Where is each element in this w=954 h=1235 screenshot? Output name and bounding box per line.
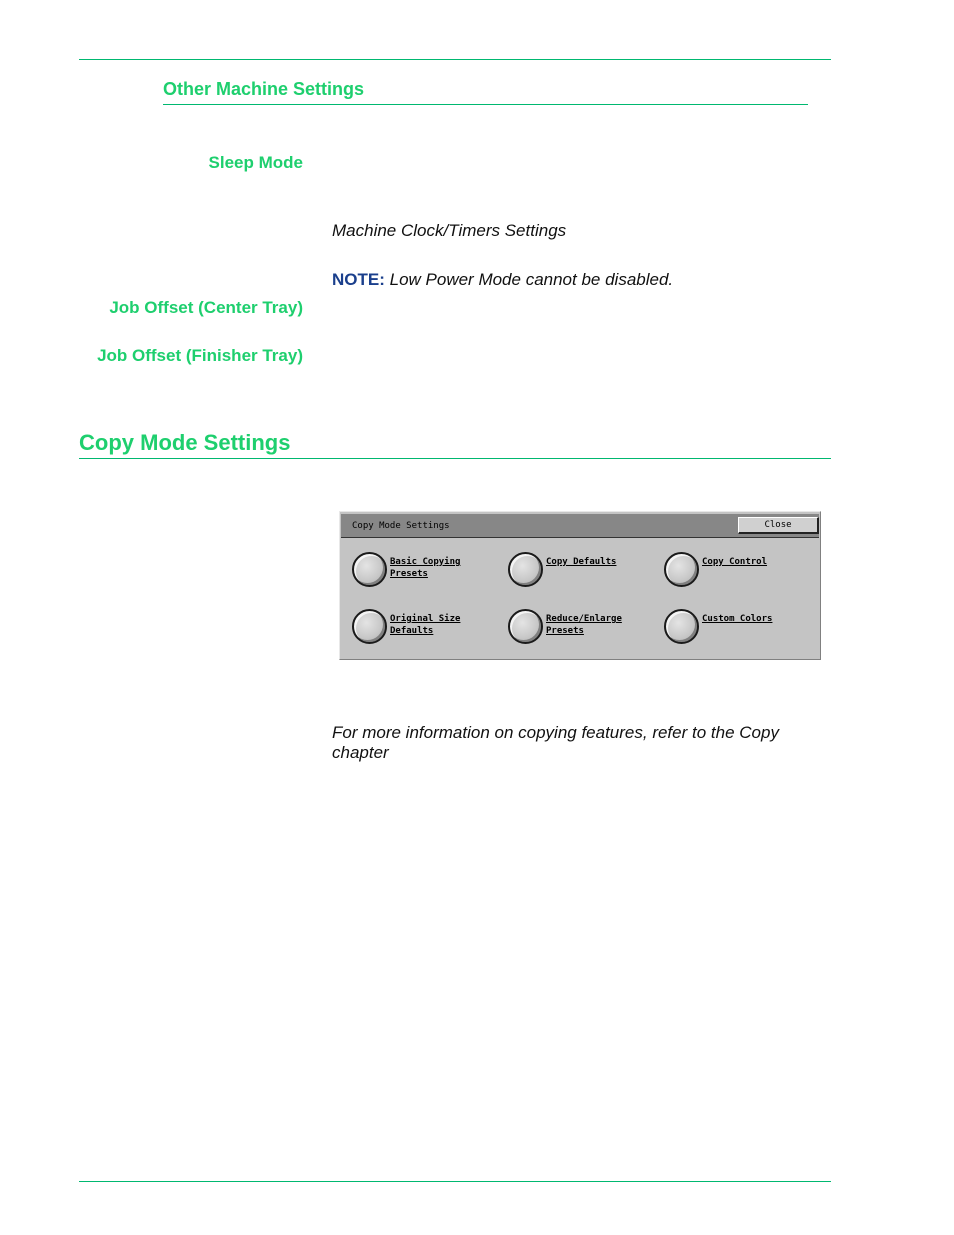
other-machine-settings-rule	[163, 104, 808, 105]
clock-timers-reference: Machine Clock/Timers Settings	[332, 221, 567, 240]
option-button-circle[interactable]	[352, 609, 387, 644]
screen-titlebar	[341, 514, 819, 538]
option-label: Original Size Defaults	[390, 614, 461, 636]
sleep-mode-label: Sleep Mode	[208, 153, 303, 172]
option-label: Reduce/Enlarge Presets	[546, 614, 622, 636]
option-button-circle[interactable]	[664, 609, 699, 644]
copy-defaults-option[interactable]	[508, 552, 648, 590]
option-button-circle[interactable]	[664, 552, 699, 587]
copy-mode-settings-rule	[79, 458, 831, 459]
copy-mode-settings-screen	[339, 511, 821, 660]
other-machine-settings-heading: Other Machine Settings	[163, 79, 365, 99]
reduce-enlarge-presets-option[interactable]	[508, 609, 648, 647]
original-size-defaults-option[interactable]	[352, 609, 492, 647]
basic-copying-presets-option[interactable]	[352, 552, 492, 590]
option-label: Custom Colors	[702, 614, 773, 624]
job-offset-finisher-label: Job Offset (Finisher Tray)	[97, 346, 303, 365]
top-page-rule	[79, 59, 831, 60]
screen-title: Copy Mode Settings	[352, 521, 450, 531]
option-label: Copy Control	[702, 557, 768, 567]
more-info-line1: For more information on copying features, refer to the Copy	[332, 723, 779, 742]
custom-colors-option[interactable]	[664, 609, 804, 647]
option-label: Copy Defaults	[546, 557, 617, 567]
more-info-line2: chapter	[332, 743, 389, 762]
close-button[interactable]: Close	[738, 517, 819, 534]
copy-control-option[interactable]	[664, 552, 804, 590]
option-button-circle[interactable]	[508, 609, 543, 644]
job-offset-center-label: Job Offset (Center Tray)	[109, 298, 303, 317]
option-button-circle[interactable]	[352, 552, 387, 587]
bottom-page-rule	[79, 1181, 831, 1182]
note-label: NOTE:	[332, 270, 385, 289]
copy-chapter-reference	[332, 723, 802, 763]
low-power-note	[332, 270, 673, 290]
option-label: Basic Copying Presets	[390, 557, 461, 579]
note-text: Low Power Mode cannot be disabled.	[389, 270, 674, 289]
copy-mode-settings-heading: Copy Mode Settings	[79, 430, 291, 455]
option-button-circle[interactable]	[508, 552, 543, 587]
